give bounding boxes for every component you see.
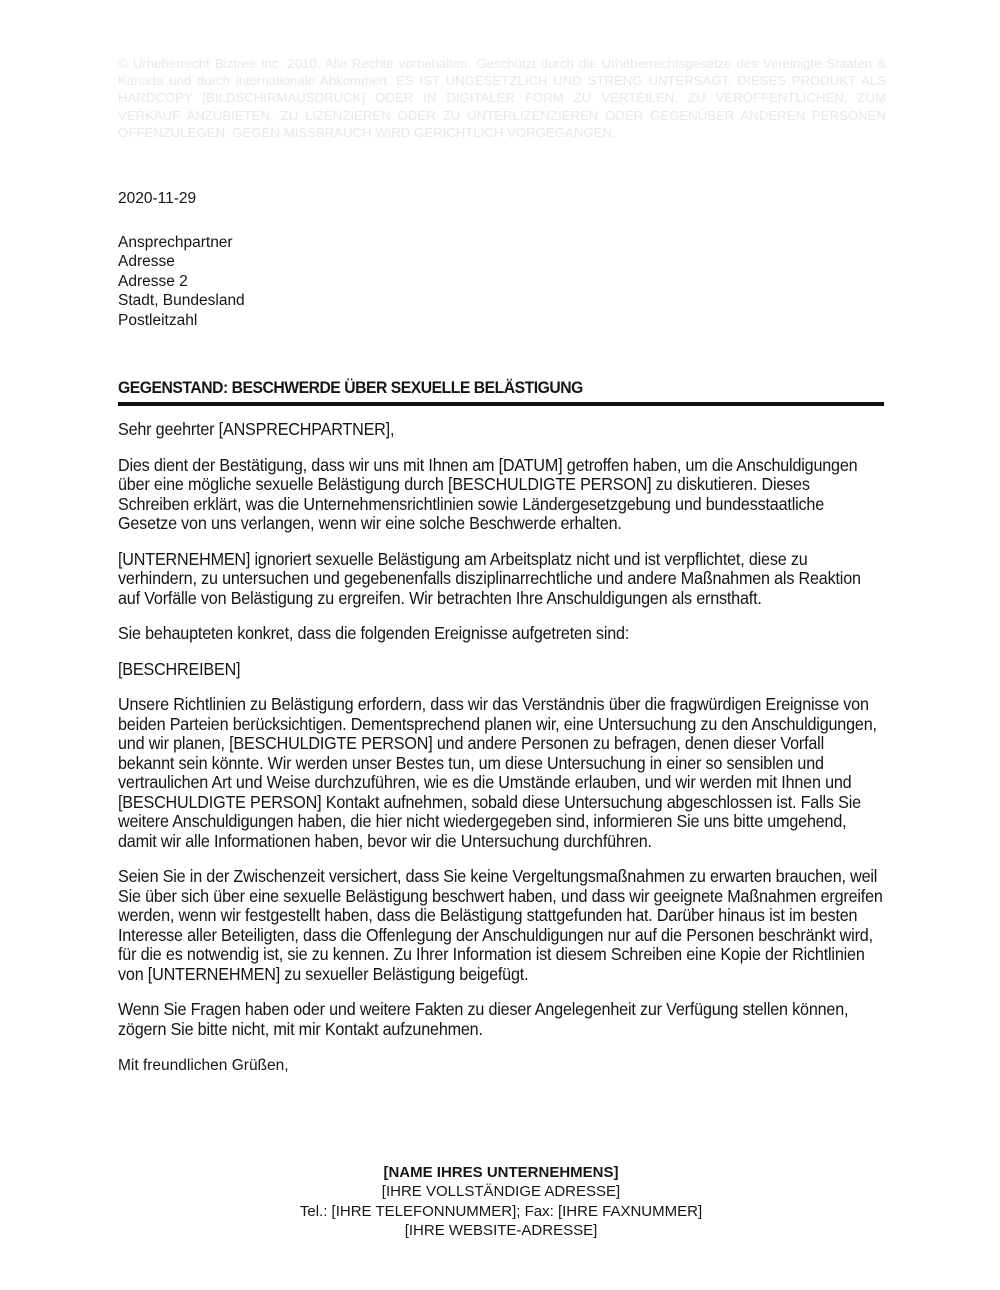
letter-date: 2020-11-29 bbox=[118, 190, 197, 207]
recipient-line: Ansprechpartner bbox=[118, 233, 233, 251]
closing-text: Mit freundlichen Grüßen, bbox=[118, 1057, 289, 1074]
letter-body bbox=[118, 189, 884, 1076]
paragraph-describe-placeholder: [BESCHREIBEN] bbox=[118, 658, 241, 679]
paragraph-policy: [UNTERNEHMEN] ignoriert sexuelle Belästigung am Arbeitsplatz nicht und ist verpflichtet, diese zu verhindern, zu untersuchen und gegebenenfalls disziplinarrechtliche und andere Maßnahmen als Reaktion auf Vorfälle von Belästigung zu ergreifen. Wir betrachten Ihre Anschuldigungen als ernsthaft. bbox=[118, 548, 861, 608]
footer-company-name: [NAME IHRES UNTERNEHMENS] bbox=[383, 1164, 619, 1181]
recipient-block bbox=[118, 233, 884, 331]
paragraph-investigation: Unsere Richtlinien zu Belästigung erfordern, dass wir das Verständnis über die fragwürdigen Ereignisse von beiden Parteien berücksichtigen. Dementsprechend planen wir, eine Untersuchung zu den Anschuldigungen, und wir planen, [BESCHULDIGTE PERSON] und andere Personen zu befragen, denen dieser Vorfall bekannt sein könnte. Wir werden unser Bestes tun, um diese Untersuchung in einer so sensiblen und vertraulichen Art und Weise durchzuführen, wie es die Umstände erlauben, und wir werden mit Ihnen und [BESCHULDIGTE PERSON] Kontakt aufnehmen, sobald diese Untersuchung abgeschlossen ist. Falls Sie weitere Anschuldigungen haben, die hier nicht wiedergegeben sind, informieren Sie uns bitte umgehend, damit wir alle Informationen haben, bevor wir die Untersuchung durchführen. bbox=[118, 694, 877, 851]
recipient-line: Adresse 2 bbox=[118, 272, 188, 290]
recipient-line: Postleitzahl bbox=[118, 311, 198, 329]
recipient-line: Adresse bbox=[118, 253, 175, 270]
paragraph-contact: Wenn Sie Fragen haben oder und weitere Fakten zu dieser Angelegenheit zur Verfügung stellen können, zögern Sie bitte nicht, mit mir Kontakt aufzunehmen. bbox=[118, 999, 849, 1039]
subject-title: GEGENSTAND: BESCHWERDE ÜBER SEXUELLE BELÄSTIGUNG bbox=[118, 378, 583, 397]
letter-content bbox=[118, 378, 884, 1039]
copyright-watermark: © Urheberrecht Biztree Inc. 2010. Alle Rechte vorbehalten. Geschützt durch die Urheberrechtsgesetze des Vereinigte Staaten & Kanada und durch internationale Abkommen. ES IST UNGESETZLICH UND STRENG UNTERSAGT, DIESES PRODUKT ALS HARDCOPY [BILDSCHIRMAUSDRUCK] ODER IN DIGITALER FORM ZU VERTEILEN, ZU VERÖFFENTLICHEN, ZUM VERKAUF ANZUBIETEN, ZU LIZENZIEREN ODER ZU UNTERLIZENZIEREN ODER GEGENÜBER ANDEREN PERSONEN OFFENZULEGEN. GEGEN MISSBRAUCH WIRD GERICHTLICH VORGEGANGEN. bbox=[118, 56, 886, 140]
letter-footer bbox=[118, 1163, 884, 1240]
paragraph-no-retaliation: Seien Sie in der Zwischenzeit versichert, dass Sie keine Vergeltungsmaßnahmen zu erwarten brauchen, weil Sie über sich über eine sexuelle Belästigung beschwert haben, und dass wir geeignete Maßnahmen ergreifen werden, wenn wir festgestellt haben, dass die Belästigung stattgefunden hat. Darüber hinaus ist im besten Interesse aller Beteiligten, dass die Offenlegung der Anschuldigungen nur auf die Personen beschränkt wird, für die es notwendig ist, sie zu kennen. Zu Ihrer Information ist diesem Schreiben eine Kopie der Richtlinien von [UNTERNEHMEN] zu sexueller Belästigung beigefügt. bbox=[118, 866, 883, 984]
footer-address: [IHRE VOLLSTÄNDIGE ADRESSE] bbox=[381, 1183, 621, 1201]
footer-phone-fax: Tel.: [IHRE TELEFONNUMMER]; Fax: [IHRE FAXNUMMER] bbox=[299, 1202, 703, 1220]
paragraph-confirmation: Dies dient der Bestätigung, dass wir uns mit Ihnen am [DATUM] getroffen haben, um die Anschuldigungen über eine mögliche sexuelle Belästigung durch [BESCHULDIGTE PERSON] zu diskutieren. Dieses Schreiben erklärt, was die Unternehmensrichtlinien sowie Ländergesetzgebung und bundesstaatliche Gesetze von uns verlangen, wenn wir eine solche Beschwerde erhalten. bbox=[118, 454, 858, 533]
paragraph-allegations-intro: Sie behaupteten konkret, dass die folgenden Ereignisse aufgetreten sind: bbox=[118, 623, 630, 643]
salutation-text: Sehr geehrter [ANSPRECHPARTNER], bbox=[118, 419, 395, 439]
subject-divider bbox=[118, 402, 884, 406]
footer-website: [IHRE WEBSITE-ADRESSE] bbox=[404, 1221, 598, 1239]
recipient-line: Stadt, Bundesland bbox=[118, 292, 245, 309]
